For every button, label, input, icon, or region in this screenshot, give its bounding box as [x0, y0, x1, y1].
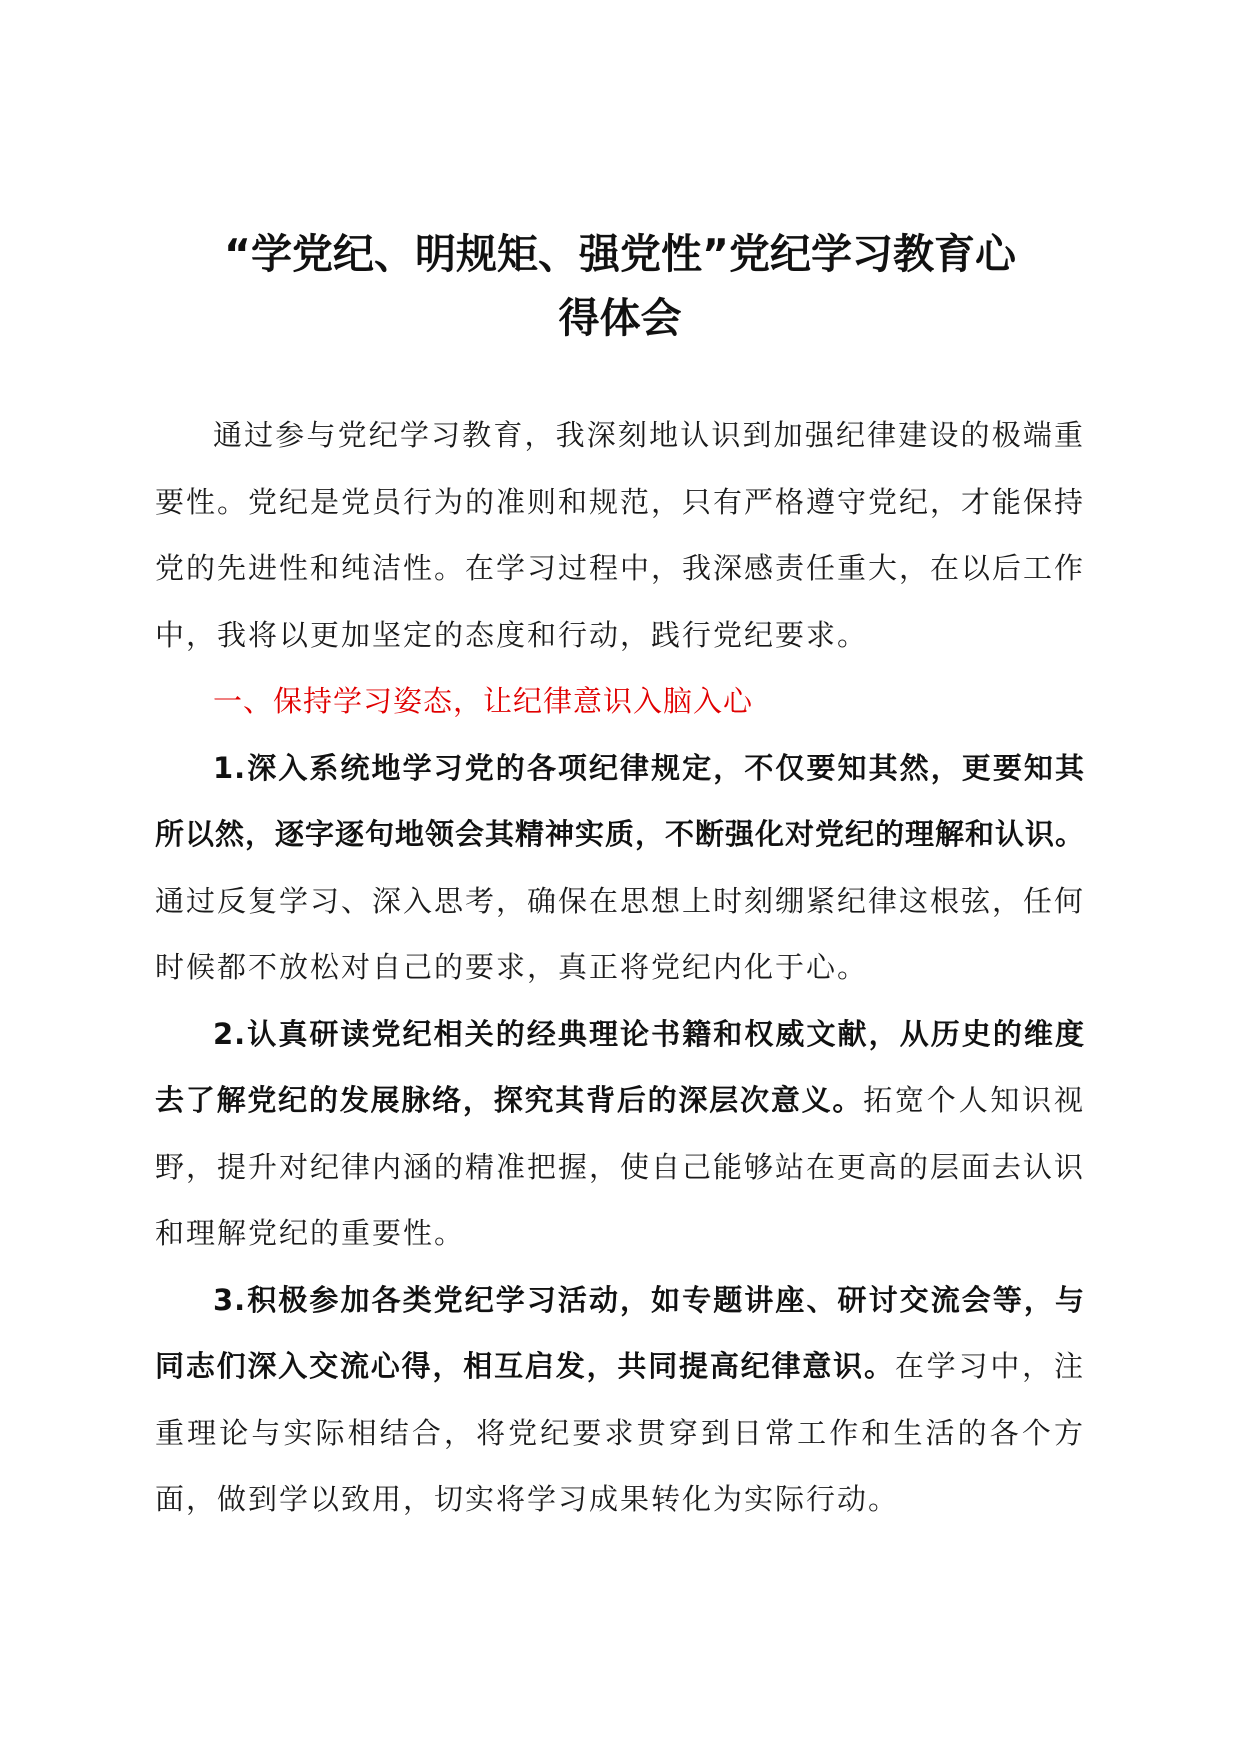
item-body-text: 在学习中，注重理论与实际相结合，将党纪要求贯穿到日常工作和生活的各个方面，做到学以致用，切实将学习成果转化为实际行动。: [155, 1349, 1085, 1516]
title-line-2: 得体会: [558, 294, 682, 342]
item-body-text: 通过反复学习、深入思考，确保在思想上时刻绷紧纪律这根弦，任何时候都不放松对自己的要求，真正将党纪内化于心。: [155, 883, 1086, 984]
list-item: [155, 735, 1085, 1001]
document-title: [155, 222, 1085, 350]
title-line-1: “学党纪、明规矩、强党性”党纪学习教育心: [224, 230, 1016, 278]
item-body-text: 拓宽个人知识视野，提升对纪律内涵的精准把握，使自己能够站在更高的层面去认识和理解党纪的重要性。: [155, 1083, 1086, 1250]
list-item: [155, 1267, 1085, 1533]
item-lead-text: 2.认真研读党纪相关的经典理论书籍和权威文献，从历史的维度去了解党纪的发展脉络，探究其背后的深层次意义。: [155, 1016, 1085, 1117]
intro-paragraph: 通过参与党纪学习教育，我深刻地认识到加强纪律建设的极端重要性。党纪是党员行为的准则和规范，只有严格遵守党纪，才能保持党的先进性和纯洁性。在学习过程中，我深感责任重大，在以后工作中，我将以更加坚定的态度和行动，践行党纪要求。: [155, 418, 1086, 652]
list-item: [155, 1001, 1085, 1267]
item-lead-text: 1.深入系统地学习党的各项纪律规定，不仅要知其然，更要知其所以然，逐字逐句地领会其精神实质，不断强化对党纪的理解和认识。: [155, 750, 1086, 851]
document-body: [155, 402, 1085, 1533]
section-heading-1: 一、保持学习姿态，让纪律意识入脑入心: [213, 684, 754, 718]
item-lead-text: 3.积极参加各类党纪学习活动，如专题讲座、研讨交流会等，与同志们深入交流心得，相互启发，共同提高纪律意识。: [155, 1282, 1085, 1383]
